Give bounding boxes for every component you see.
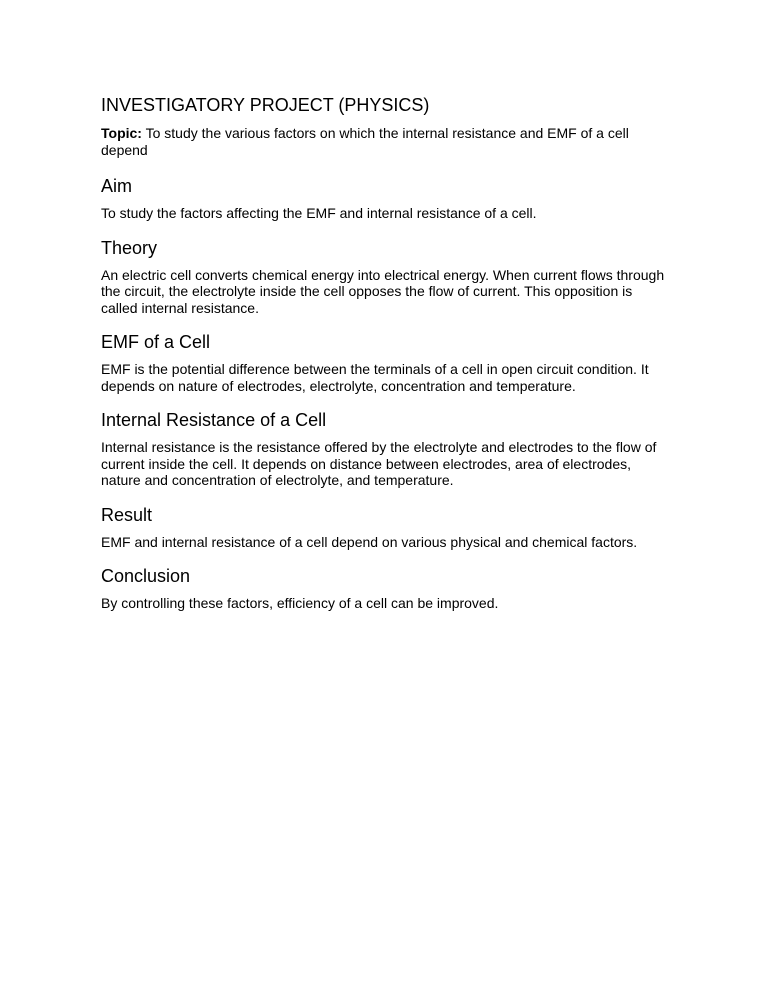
section-heading-internal-resistance: Internal Resistance of a Cell bbox=[101, 410, 327, 430]
topic-label: Topic: bbox=[101, 125, 142, 141]
topic-text: To study the various factors on which the internal resistance and EMF of a cell depend bbox=[101, 125, 629, 158]
section-heading-result: Result bbox=[101, 504, 153, 525]
section-body-conclusion: By controlling these factors, efficiency of a cell can be improved. bbox=[101, 595, 499, 611]
section-body-emf: EMF is the potential difference between the terminals of a cell in open circuit condition. It depends on nature of electrodes, electrolyte, concentration and temperature. bbox=[101, 361, 649, 394]
section-heading-theory: Theory bbox=[101, 237, 158, 258]
section-body-theory: An electric cell converts chemical energy into electrical energy. When current flows through the circuit, the electrolyte inside the cell opposes the flow of current. This opposition is called internal resistance. bbox=[101, 266, 665, 316]
section-heading-conclusion: Conclusion bbox=[101, 566, 191, 586]
section-body-result: EMF and internal resistance of a cell depend on various physical and chemical factors. bbox=[101, 533, 638, 550]
document-title: INVESTIGATORY PROJECT (PHYSICS) bbox=[101, 95, 430, 115]
section-heading-emf: EMF of a Cell bbox=[101, 332, 211, 352]
section-heading-aim: Aim bbox=[101, 176, 132, 196]
topic-paragraph bbox=[101, 125, 672, 159]
section-body-aim: To study the factors affecting the EMF and internal resistance of a cell. bbox=[101, 205, 537, 221]
section-body-internal-resistance: Internal resistance is the resistance offered by the electrolyte and electrodes to the flow of current inside the cell. It depends on distance between electrodes, area of electrodes, nature and concentration of electrolyte, and temperature. bbox=[101, 439, 657, 488]
